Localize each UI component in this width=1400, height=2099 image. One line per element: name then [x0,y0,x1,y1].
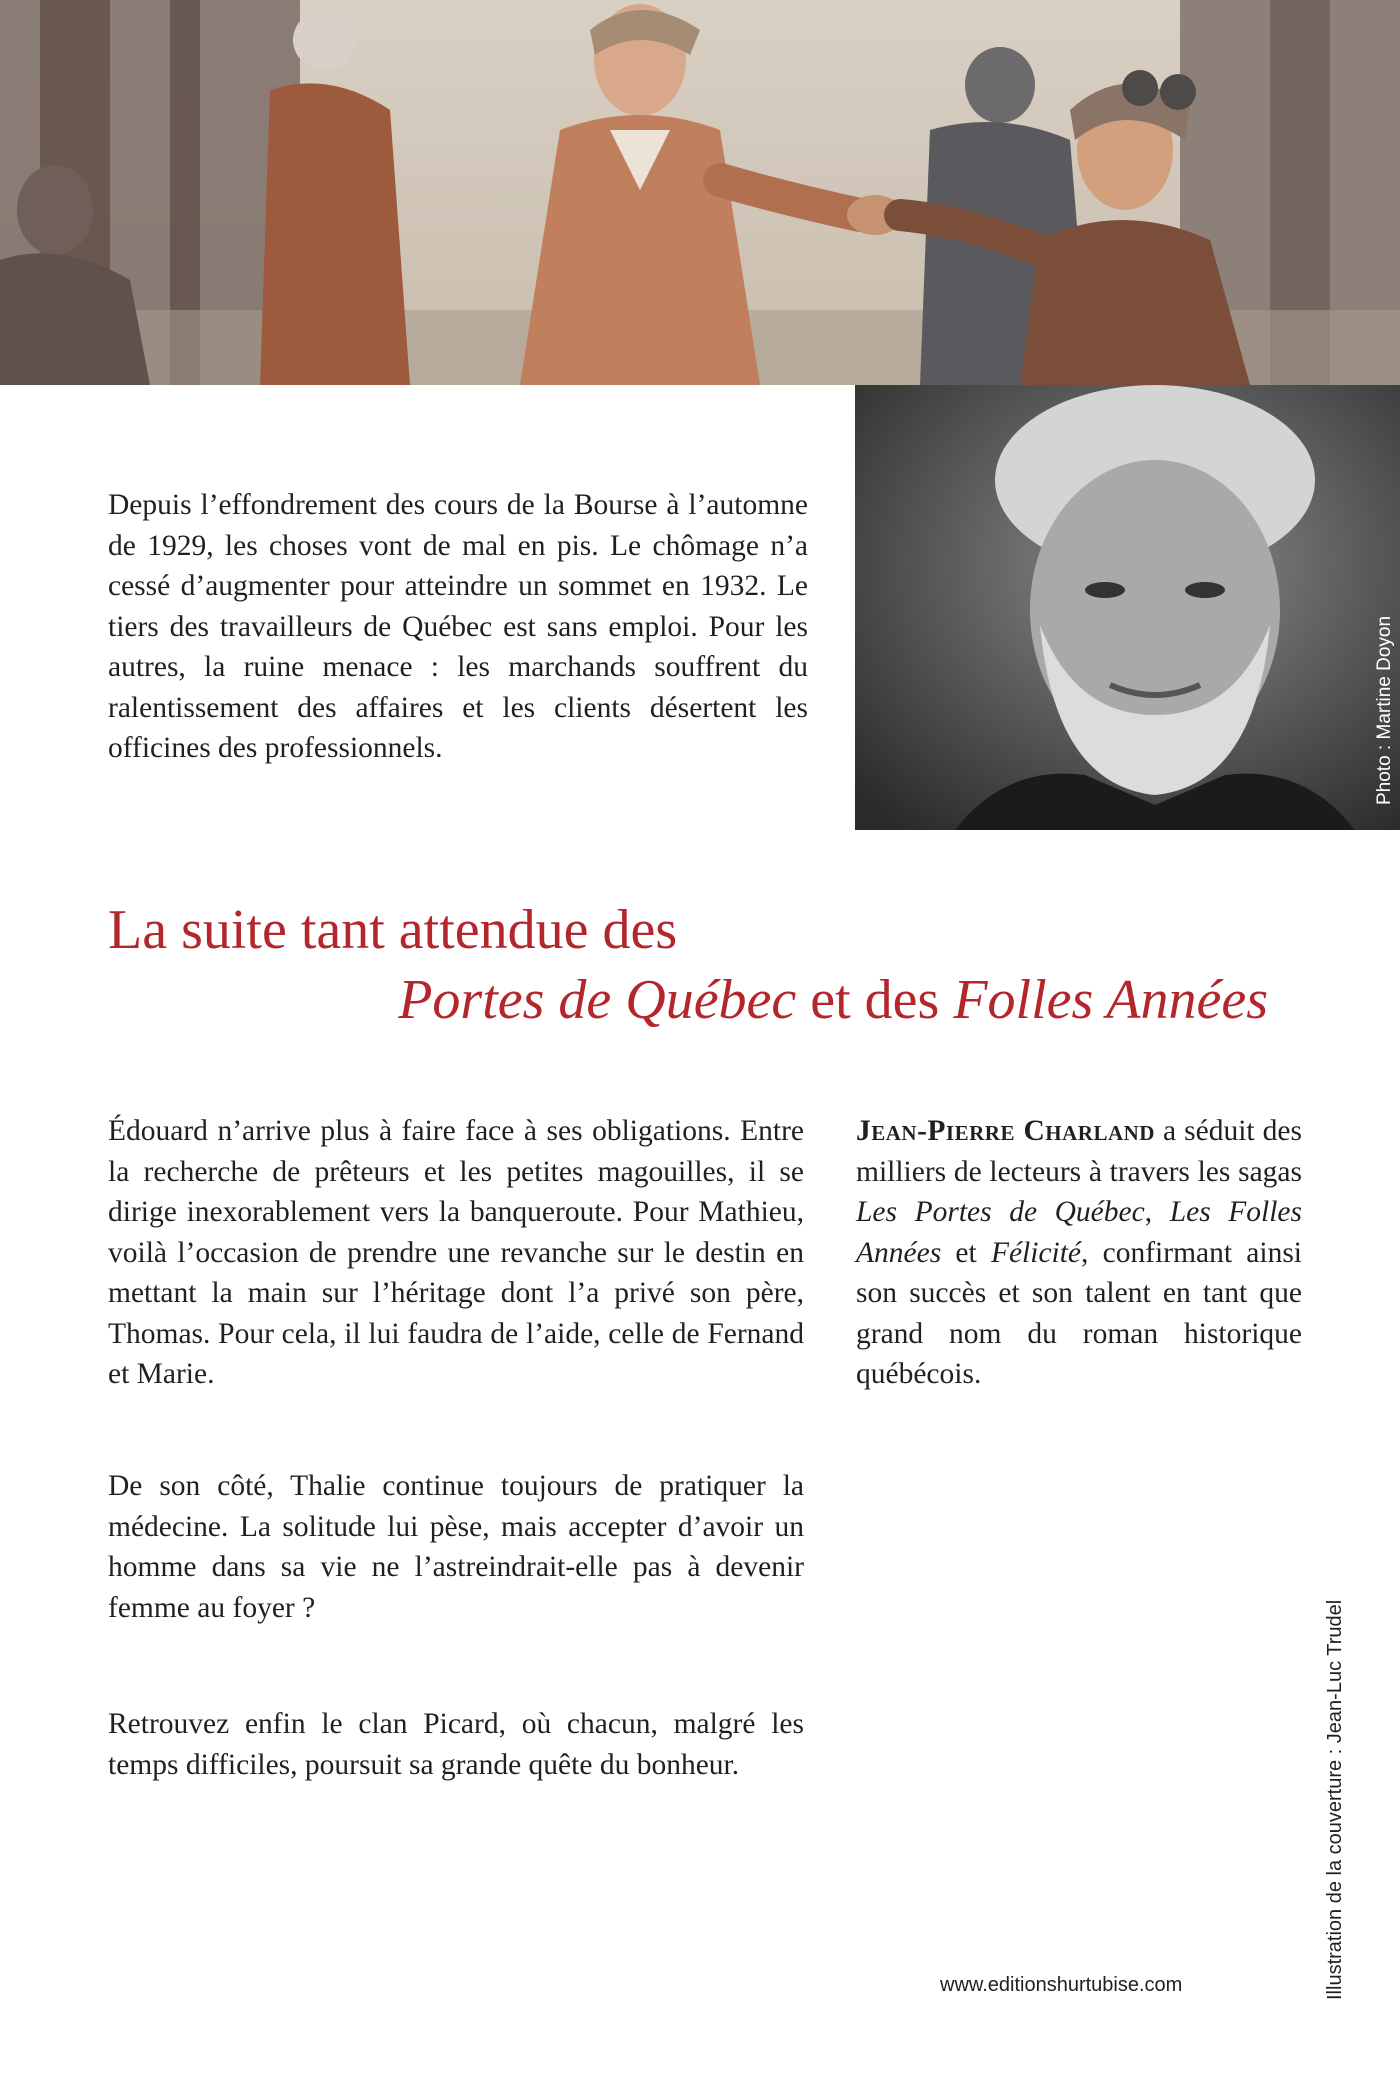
headline [108,895,1268,1035]
bio-text-1: a séduit des milliers de lecteurs à travers les sagas [856,1115,1302,1188]
headline-line1: La suite tant attendue des [108,899,678,961]
headline-title-portes: Portes de Québec [398,969,797,1031]
intro-paragraph: Depuis l’effondrement des cours de la Bourse à l’automne de 1929, les choses vont de mal en pis. Le chômage n’a cessé d’augmenter pour atteindre un sommet en 1932. Le tiers des travailleurs de Québec est sans emploi. Pour les autres, la ruine menace : les marchands souffrent du ralentissement des affaires et les clients désertent les officines des professionnels. [108,489,808,764]
headline-connector: et des [796,969,954,1031]
bio-saga-felicite: Félicité [990,1236,1082,1269]
publisher-website: www.editionshurtubise.com [940,1974,1183,1996]
bio-text-4: , confirmant ainsi son succès et son talent en tant que grand nom du roman historique québécois. [856,1236,1302,1390]
illustration-credit: Illustration de la couverture : Jean-Luc Trudel [1324,1599,1346,2000]
bio-text-2: , [1144,1196,1170,1228]
bio-saga-folles: Les Folles Années [856,1196,1302,1269]
author-bio [856,1111,1302,1395]
illustration-painting [0,0,1400,385]
bio-text-3: et [941,1236,991,1269]
author-portrait [855,385,1400,830]
summary-paragraph-edouard: Édouard n’arrive plus à faire face à ses obligations. Entre la recherche de prêteurs et les petites magouilles, il se dirige inexorablement vers la banqueroute. Pour Mathieu, voilà l’occasion de prendre une revanche sur le destin en mettant la main sur l’héritage dont l’a privé son père, Thomas. Pour cela, il lui faudra de l’aide, celle de Fernand et Marie. [108,1115,804,1390]
headline-title-folles: Folles Années [953,969,1268,1031]
photo-credit: Photo : Martine Doyon [1374,615,1395,805]
headline-line2 [108,965,1268,1035]
summary-paragraph-clan: Retrouvez enfin le clan Picard, où chacun, malgré les temps difficiles, poursuit sa grande quête du bonheur. [108,1708,804,1781]
cover-illustration [0,0,1400,385]
bio-saga-portes: Les Portes de Québec [856,1196,1145,1228]
author-photo [855,385,1400,830]
author-name: Jean-Pierre Charland [856,1115,1155,1147]
summary-paragraph-thalie: De son côté, Thalie continue toujours de pratiquer la médecine. La solitude lui pèse, mais accepter d’avoir un homme dans sa vie ne l’astreindrait-elle pas à devenir femme au foyer ? [108,1470,804,1624]
